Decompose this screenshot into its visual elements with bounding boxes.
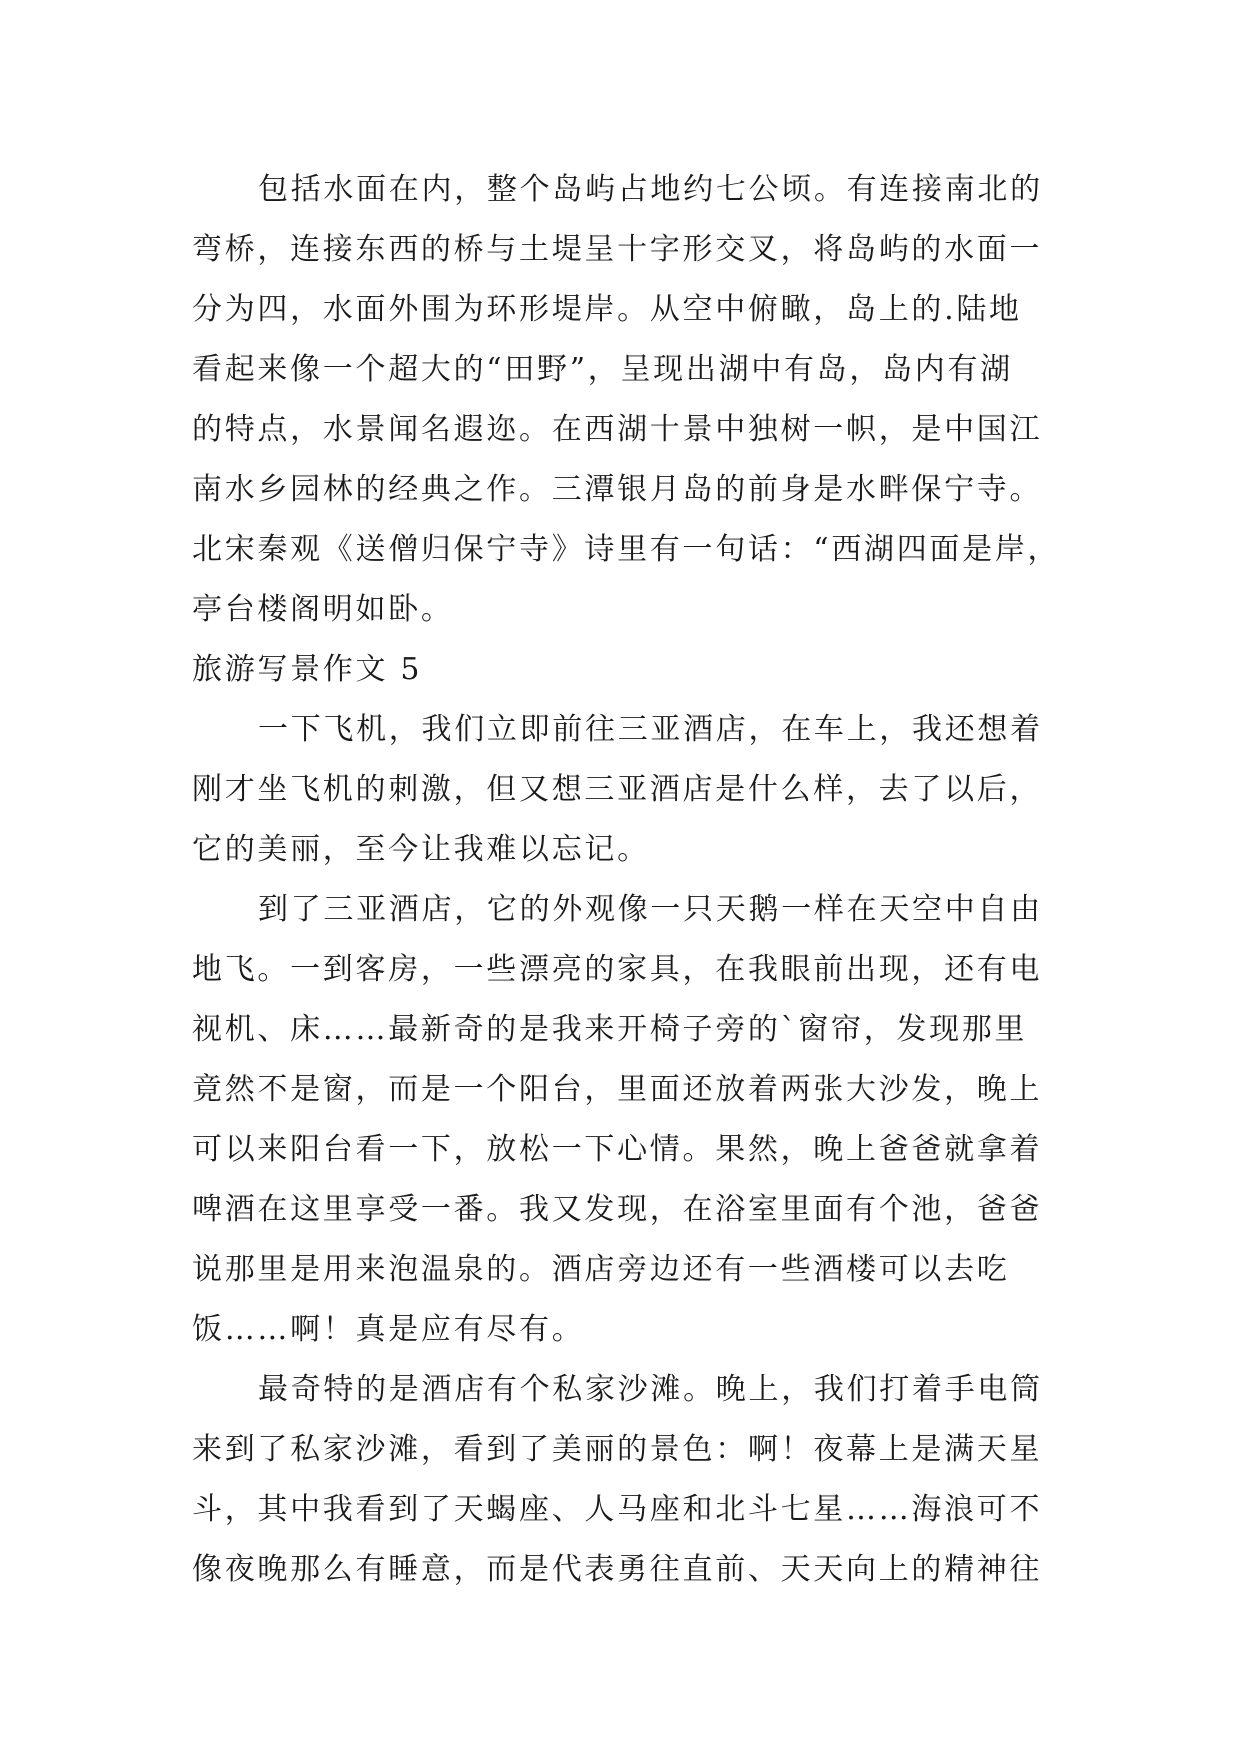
- text-line: 刚才坐飞机的刺激，但又想三亚酒店是什么样，去了以后，: [192, 772, 1043, 807]
- text-line: 的特点，水景闻名遐迩。在西湖十景中独树一帜，是中国江: [192, 412, 1043, 447]
- text-line: 看起来像一个超大的“田野”，呈现出湖中有岛，岛内有湖: [192, 352, 1013, 387]
- text-line: 亭台楼阁明如卧。: [192, 592, 454, 627]
- text-line: 竟然不是窗，而是一个阳台，里面还放着两张大沙发，晚上: [192, 1072, 1043, 1107]
- text-line: 像夜晚那么有睡意，而是代表勇往直前、天天向上的精神往: [192, 1552, 1043, 1587]
- text-line: 一下飞机，我们立即前往三亚酒店，在车上，我还想着: [258, 712, 1043, 747]
- text-line: 说那里是用来泡温泉的。酒店旁边还有一些酒楼可以去吃: [192, 1252, 1010, 1287]
- text-line: 地飞。一到客房，一些漂亮的家具，在我眼前出现，还有电: [192, 952, 1043, 987]
- text-line: 到了三亚酒店，它的外观像一只天鹅一样在天空中自由: [258, 892, 1043, 927]
- text-line: 分为四，水面外围为环形堤岸。从空中俯瞰，岛上的.陆地: [192, 292, 1022, 327]
- section-heading: 旅游写景作文 5: [192, 652, 423, 687]
- paragraph-4: [192, 1360, 1072, 1600]
- text-line: 它的美丽，至今让我难以忘记。: [192, 832, 650, 867]
- text-line: 可以来阳台看一下，放松一下心情。果然，晚上爸爸就拿着: [192, 1132, 1043, 1167]
- paragraph-1: [192, 160, 1072, 640]
- text-line: 包括水面在内，整个岛屿占地约七公顷。有连接南北的: [258, 172, 1043, 207]
- text-line: 弯桥，连接东西的桥与土堤呈十字形交叉，将岛屿的水面一: [192, 232, 1043, 267]
- text-line: 视机、床……最新奇的是我来开椅子旁的`窗帘，发现那里: [192, 1012, 1028, 1047]
- text-line: 啤酒在这里享受一番。我又发现，在浴室里面有个池，爸爸: [192, 1192, 1043, 1227]
- text-line: 南水乡园林的经典之作。三潭银月岛的前身是水畔保宁寺。: [192, 472, 1043, 507]
- paragraph-2: [192, 700, 1072, 880]
- text-line: 斗，其中我看到了天蝎座、人马座和北斗七星……海浪可不: [192, 1492, 1043, 1527]
- document-page: [192, 160, 1072, 1600]
- text-line: 饭……啊！真是应有尽有。: [192, 1312, 585, 1347]
- text-line: 北宋秦观《送僧归保宁寺》诗里有一句话：“西湖四面是岸，: [192, 532, 1061, 567]
- text-line: 来到了私家沙滩，看到了美丽的景色：啊！夜幕上是满天星: [192, 1432, 1043, 1467]
- text-line: 最奇特的是酒店有个私家沙滩。晚上，我们打着手电筒: [258, 1372, 1043, 1407]
- paragraph-3: [192, 880, 1072, 1360]
